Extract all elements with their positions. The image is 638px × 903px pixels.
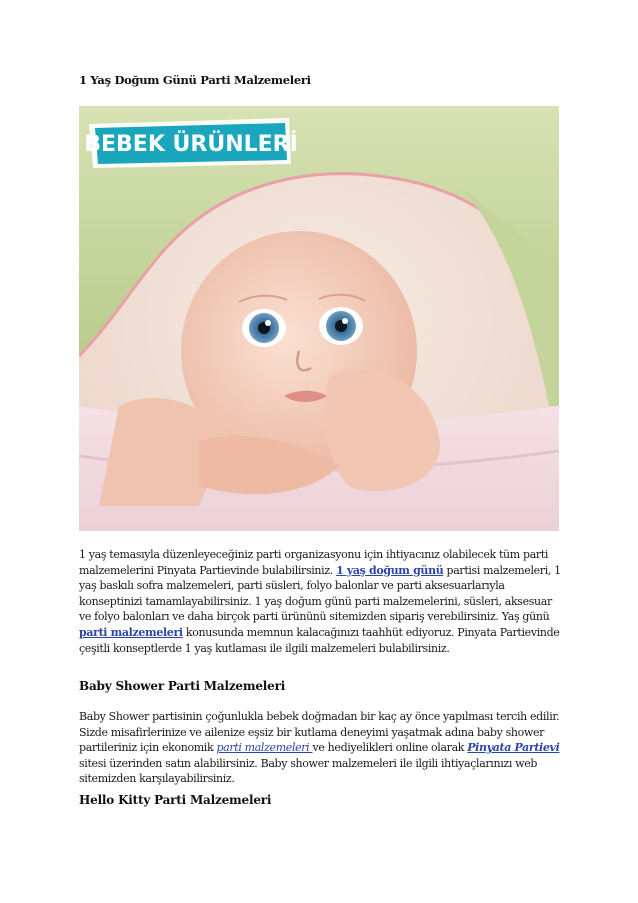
paragraph-1yas — [79, 547, 564, 656]
text-run: ve hediyelikleri online olarak — [312, 741, 468, 755]
baby-photo — [79, 106, 559, 531]
text-run: 1 yaş temasıyla düzenleyeceğiniz parti organizasyonu için ihtiyacınız olabilecek tüm parti malzemelerini Pinyata Partievinde bulabilirsiniz. — [79, 548, 549, 577]
text-run: partisi malzemeleri, 1 yaş baskılı sofra malzemeleri, parti süsleri, folyo balonlar ve parti aksesuarlarıyla konseptinizi tamamlayabilirsiniz. 1 yaş doğum günü parti malzemelerini, süsleri, aksesuar ve folyo balonları ve daha birçok parti ürününü sitemizden sipariş verebilirsiniz. Yaş günü — [79, 563, 561, 624]
link-parti-malzemeleri[interactable]: parti malzemeleri — [79, 625, 183, 639]
paragraph-baby-shower — [79, 709, 564, 787]
text-run: Baby Shower partisinin çoğunlukla bebek doğmadan bir kaç ay önce yapılması tercih edilir. Sizde misafirlerinize ve ailenize eşsiz bir kutlama deneyimi yaşatmak adına baby shower partileriniz için ekonomik — [79, 710, 560, 755]
page-title: 1 Yaş Doğum Günü Parti Malzemeleri — [79, 73, 311, 87]
bebek-urunleri-banner — [84, 118, 298, 168]
banner-label: BEBEK ÜRÜNLERİ — [84, 132, 298, 157]
link-1-yas-dogum-gunu[interactable]: 1 yaş doğum günü — [336, 563, 444, 577]
heading-baby-shower: Baby Shower Parti Malzemeleri — [79, 679, 286, 693]
text-run: sitesi üzerinden satın alabilirsiniz. Baby shower malzemeleri ile ilgili ihtiyaçlarınızı web sitemizden karşılayabilirsiniz. — [79, 756, 538, 786]
text-run: konusunda memnun kalacağınızı taahhüt ediyoruz. Pinyata Partievinde çeşitli konseptlerde 1 yaş kutlaması ile ilgili malzemeleri bulabilirsiniz. — [79, 625, 560, 655]
baby-illustration — [79, 106, 559, 531]
link-pinyata-partievi[interactable]: Pinyata Partievi — [467, 741, 560, 755]
heading-hello-kitty: Hello Kitty Parti Malzemeleri — [79, 793, 272, 807]
link-parti-malzemeleri-italic[interactable]: parti malzemeleri — [216, 741, 313, 755]
